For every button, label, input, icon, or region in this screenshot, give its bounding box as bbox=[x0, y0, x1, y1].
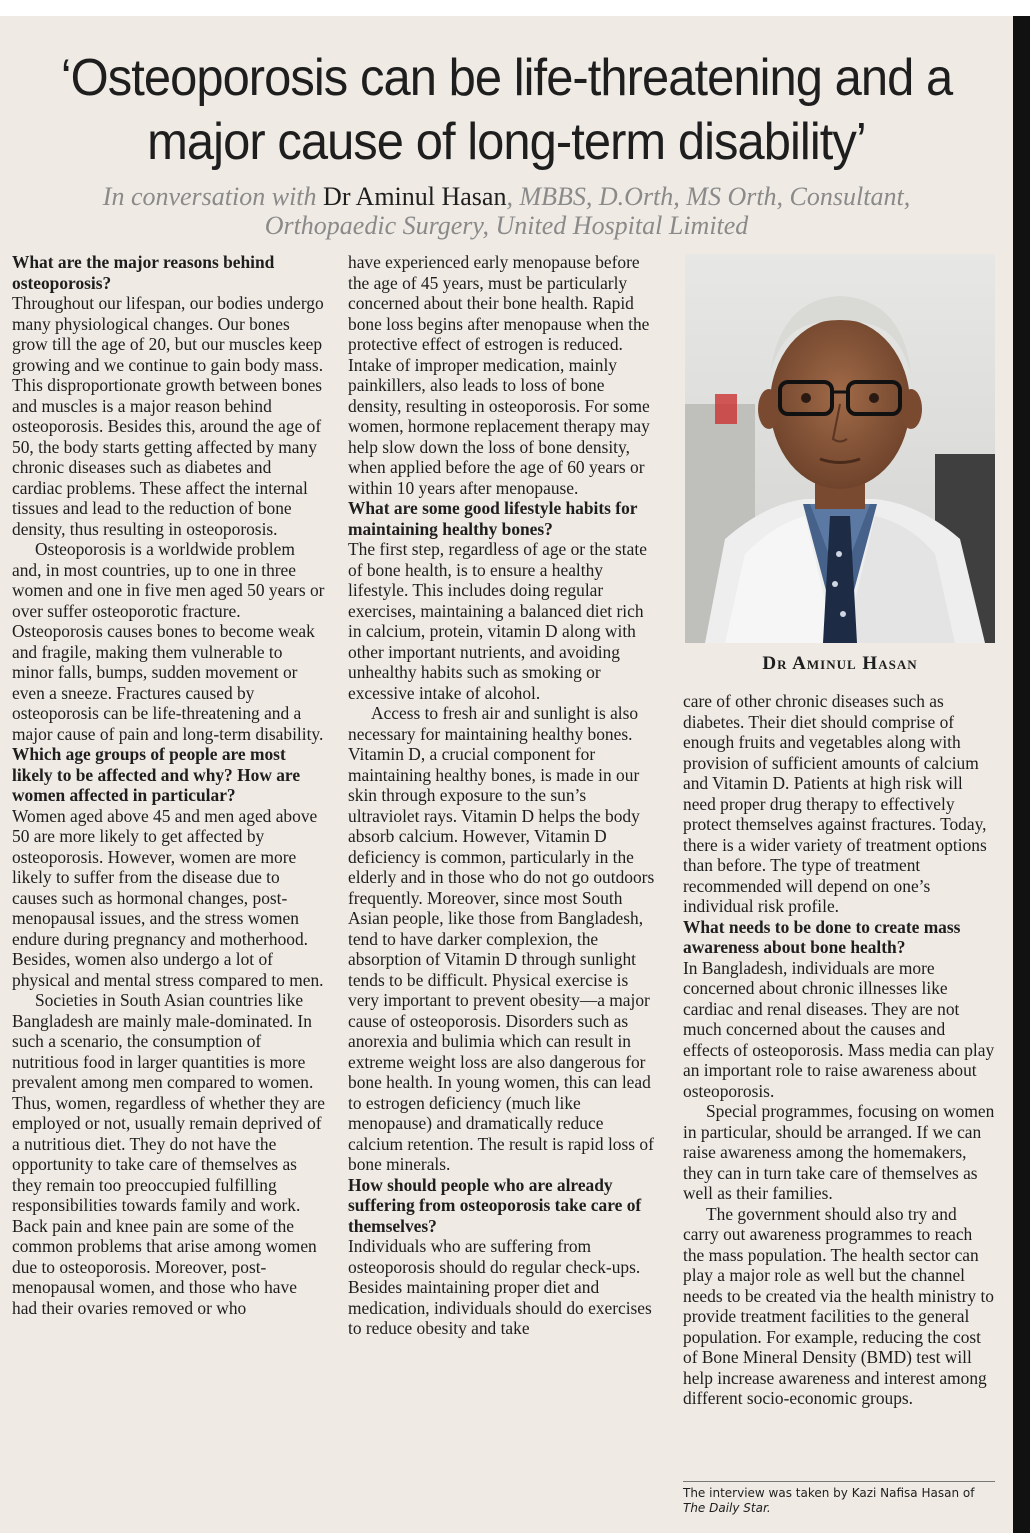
question-2: Which age groups of people are most likely to be affected and why? How are women affected in particular? bbox=[12, 744, 301, 805]
question-4: How should people who are already suffering from osteoporosis take care of themselves? bbox=[348, 1174, 642, 1236]
answer-3-paragraph-1: The first step, regardless of age or the state of bone health, is to ensure a healthy lifestyle. This includes doing regular exercises, maintaining a balanced diet rich in calcium, protein, vitamin D along with other important nutrients, and avoiding unhealthy habits such as smoking or excessive intake of alcohol. bbox=[348, 539, 647, 703]
article-page bbox=[0, 16, 1013, 1533]
interview-credit bbox=[683, 1486, 995, 1516]
deck-doctor-name: Dr Aminul Hasan bbox=[323, 182, 507, 211]
headline bbox=[49, 46, 964, 174]
deck-credentials: , MBBS, D.Orth, MS Orth, Consultant, bbox=[506, 182, 911, 211]
credit-publication: The Daily Star. bbox=[683, 1501, 771, 1515]
question-3: What are some good lifestyle habits for maintaining healthy bones? bbox=[348, 498, 638, 539]
answer-2-paragraph-1: Women aged above 45 and men aged above 50 are more likely to get affected by osteoporosis. However, women are more likely to suffer from the disease due to causes such as hormonal changes, post-menopausal issues, and the stress women endure during pregnancy and motherhood. Besides, women also undergo a lot of physical and mental stress compared to men. bbox=[12, 805, 324, 990]
answer-2-paragraph-2: Societies in South Asian countries like Bangladesh are mainly male-dominated. In such a scenario, the consumption of nutritious food in larger quantities is more prevalent among men compared to women. Thus, women, regardless of whether they are employed or not, usually remain deprived of a nutritious diet. They do not have the opportunity to take care of themselves as they remain too preoccupied fulfilling responsibilities towards family and work. Back pain and knee pain are some of the common problems that arise among women due to osteoporosis. Moreover, post-menopausal women, and those who have had their ovaries removed or who bbox=[12, 990, 325, 1318]
answer-2-paragraph-2-continued: have experienced early menopause before the age of 45 years, must be particularly concerned about their bone health. Rapid bone loss begins after menopause when the protective effect of estrogen is reduced. Intake of improper medication, mainly painkillers, also leads to loss of bone density, resulting in osteoporosis. For some women, hormone replacement therapy may help slow down the loss of bone density, when applied before the age of 60 years or within 10 years after menopause. bbox=[348, 252, 650, 498]
question-1: What are the major reasons behind osteoporosis? bbox=[12, 252, 275, 293]
photo-caption: Dr Aminul Hasan bbox=[762, 653, 918, 674]
article-column-2 bbox=[348, 252, 658, 1339]
page-edge-bar bbox=[1013, 16, 1030, 1533]
headline-line-2: major cause of long-term disability’ bbox=[147, 113, 866, 171]
interview-deck bbox=[20, 182, 993, 240]
article-column-1 bbox=[12, 252, 325, 1318]
answer-1-paragraph-1: Throughout our lifespan, our bodies undergo many physiological changes. Our bones grow till the age of 20, but our muscles keep growing and we continue to gain body mass. This disproportionate growth between bones and muscles is a major reason behind osteoporosis. Besides this, around the age of 50, the body starts getting affected by many chronic diseases such as diabetes and cardiac problems. These affect the internal tissues and lead to the reduction of bone density, thus resulting in osteoporosis. bbox=[12, 293, 324, 539]
doctor-photo bbox=[685, 254, 995, 643]
deck-affiliation: Orthopaedic Surgery, United Hospital Limited bbox=[264, 211, 749, 240]
answer-1-paragraph-2: Osteoporosis is a worldwide problem and, in most countries, up to one in three women and one in five men aged 50 years or over suffer osteoporotic fracture. Osteoporosis causes bones to become weak and fragile, making them vulnerable to minor falls, bumps, sudden movement or even a sneeze. Fractures caused by osteoporosis can be life-threatening and a major cause of pain and long-term disability. bbox=[12, 539, 325, 744]
answer-4-paragraph: Individuals who are suffering from osteoporosis should do regular check-ups. Besides maintaining proper diet and medication, individuals should do exercises to reduce obesity and take bbox=[348, 1236, 652, 1338]
article-column-3 bbox=[683, 691, 995, 1409]
answer-3-paragraph-2: Access to fresh air and sunlight is also necessary for maintaining healthy bones. Vitamin D, a crucial component for maintaining healthy bones, is made in our skin through exposure to the sun’s ultraviolet rays. Vitamin D helps the body absorb calcium. However, Vitamin D deficiency is common, particularly in the elderly and in those who do not go outdoors frequently. Moreover, since most South Asian people, like those from Bangladesh, tend to have darker complexion, the absorption of Vitamin D through sunlight tends to be difficult. Physical exercise is very important to prevent obesity—a major cause of osteoporosis. Disorders such as anorexia and bulimia which can result in extreme weight loss are also dangerous for bone health. In young women, this can lead to estrogen deficiency (much like menopause) and dramatically reduce calcium retention. The result is rapid loss of bone minerals. bbox=[348, 703, 655, 1174]
answer-5-paragraph-3: The government should also try and carry out awareness programmes to reach the mass population. The health sector can play a major role as well but the channel needs to be created via the health ministry to provide treatment facilities to the general population. For example, reducing the cost of Bone Mineral Density (BMD) test will help increase awareness and interest among different socio-economic groups. bbox=[683, 1203, 994, 1408]
credit-divider bbox=[683, 1481, 995, 1482]
answer-5-paragraph-1: In Bangladesh, individuals are more concerned about chronic illnesses like cardiac and renal diseases. They are not much concerned about the causes and effects of osteoporosis. Mass media can play an important role to raise awareness about osteoporosis. bbox=[683, 957, 995, 1101]
headline-line-1: ‘Osteoporosis can be life-threatening and a bbox=[60, 49, 953, 107]
doctor-portrait-image bbox=[685, 254, 995, 643]
question-5: What needs to be done to create mass awareness about bone health? bbox=[683, 916, 961, 957]
credit-text: The interview was taken by Kazi Nafisa Hasan of bbox=[683, 1486, 975, 1500]
deck-prefix: In conversation with bbox=[102, 182, 317, 211]
answer-5-paragraph-2: Special programmes, focusing on women in particular, should be arranged. If we can raise awareness among the homemakers, they can in turn take care of themselves as well as their families. bbox=[683, 1101, 995, 1203]
answer-4-paragraph-continued: care of other chronic diseases such as diabetes. Their diet should comprise of enough fruits and vegetables along with provision of sufficient amounts of calcium and Vitamin D. Patients at high risk will need proper drug therapy to effectively protect themselves against fractures. Today, there is a wider variety of treatment options than before. The type of treatment recommended will depend on one’s individual risk profile. bbox=[683, 691, 987, 916]
